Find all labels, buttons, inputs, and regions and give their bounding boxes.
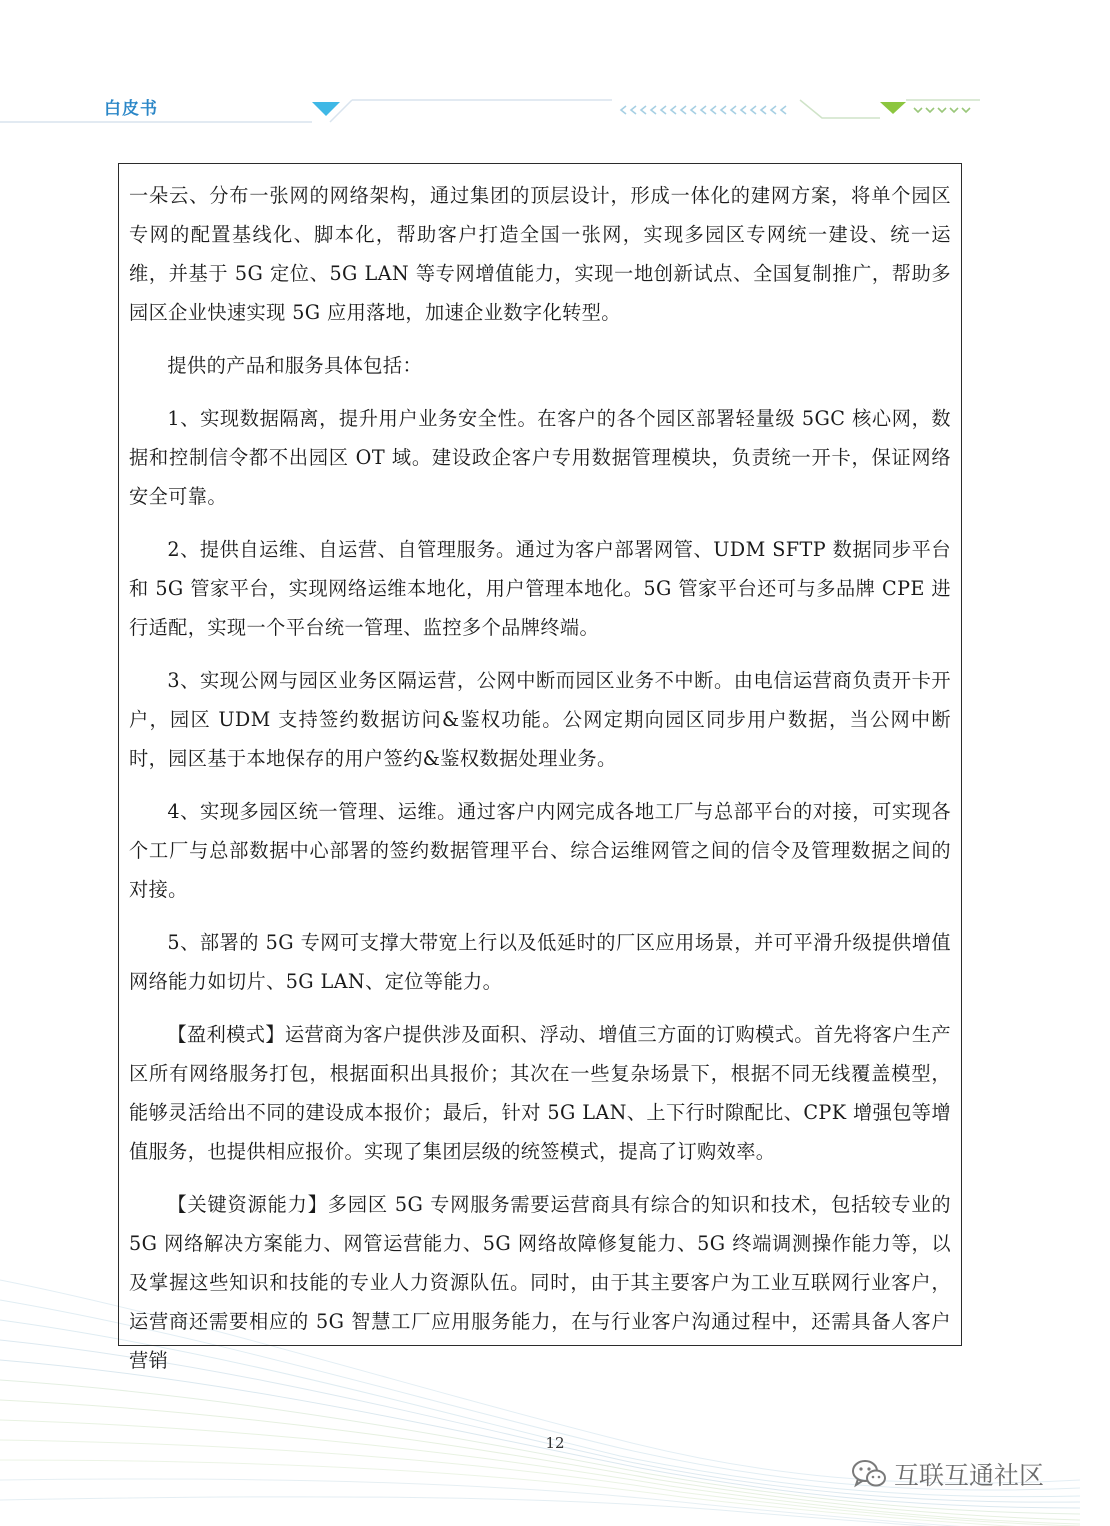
paragraph-key-resources: 【关键资源能力】多园区 5G 专网服务需要运营商具有综合的知识和技术，包括较专业的 5G 网络解决方案能力、网管运营能力、5G 网络故障修复能力、5G 终端调测操作能力等，以及掌握这些知识和技能的专业人力资源队伍。同时，由于其主要客户为工业互联网行业客户，运营商还需要相应的 5G 智慧工厂应用服务能力，在与行业客户沟通过程中，还需具备人客户营销 [129, 1193, 951, 1372]
paragraph-profit-model: 【盈利模式】运营商为客户提供涉及面积、浮动、增值三方面的订购模式。首先将客户生产区所有网络服务打包，根据面积出具报价；其次在一些复杂场景下，根据不同无线覆盖模型，能够灵活给出不同的建设成本报价；最后，针对 5G LAN、上下行时隙配比、CPK 增强包等增值服务，也提供相应报价。实现了集团层级的统签模式，提高了订购效率。 [129, 1023, 951, 1163]
wechat-icon [852, 1459, 886, 1489]
header-decoration [0, 96, 1080, 128]
watermark [852, 1456, 1044, 1492]
paragraph-item-5: 5、部署的 5G 专网可支撑大带宽上行以及低延时的厂区应用场景，并可平滑升级提供增值网络能力如切片、5G LAN、定位等能力。 [129, 931, 951, 993]
watermark-text: 互联互通社区 [893, 1461, 1044, 1490]
paragraph-item-3: 3、实现公网与园区业务区隔运营，公网中断而园区业务不中断。由电信运营商负责开卡开户，园区 UDM 支持签约数据访问&鉴权功能。公网定期向园区同步用户数据，当公网中断时，园区基于本地保存的用户签约&鉴权数据处理业务。 [129, 669, 951, 770]
paragraph-item-2: 2、提供自运维、自运营、自管理服务。通过为客户部署网管、UDM SFTP 数据同步平台和 5G 管家平台，实现网络运维本地化，用户管理本地化。5G 管家平台还可与多品牌 CPE 进行适配，实现一个平台统一管理、监控多个品牌终端。 [129, 538, 951, 639]
paragraph-services-intro: 提供的产品和服务具体包括： [167, 354, 423, 377]
paragraph-item-4: 4、实现多园区统一管理、运维。通过客户内网完成各地工厂与总部平台的对接，可实现各个工厂与总部数据中心部署的签约数据管理平台、综合运维网管之间的信令及管理数据之间的对接。 [129, 800, 951, 901]
page-number: 12 [545, 1434, 565, 1452]
header-label: 白皮书 [104, 99, 158, 119]
paragraph-intro: 一朵云、分布一张网的网络架构，通过集团的顶层设计，形成一体化的建网方案，将单个园区专网的配置基线化、脚本化，帮助客户打造全国一张网，实现多园区专网统一建设、统一运维，并基于 5G 定位、5G LAN 等专网增值能力，实现一地创新试点、全国复制推广，帮助多园区企业快速实现 5G 应用落地，加速企业数字化转型。 [129, 184, 951, 324]
content-box [118, 163, 962, 1372]
paragraph-item-1: 1、实现数据隔离，提升用户业务安全性。在客户的各个园区部署轻量级 5GC 核心网，数据和控制信令都不出园区 OT 域。建设政企客户专用数据管理模块，负责统一开卡，保证网络安全可靠。 [129, 407, 951, 508]
